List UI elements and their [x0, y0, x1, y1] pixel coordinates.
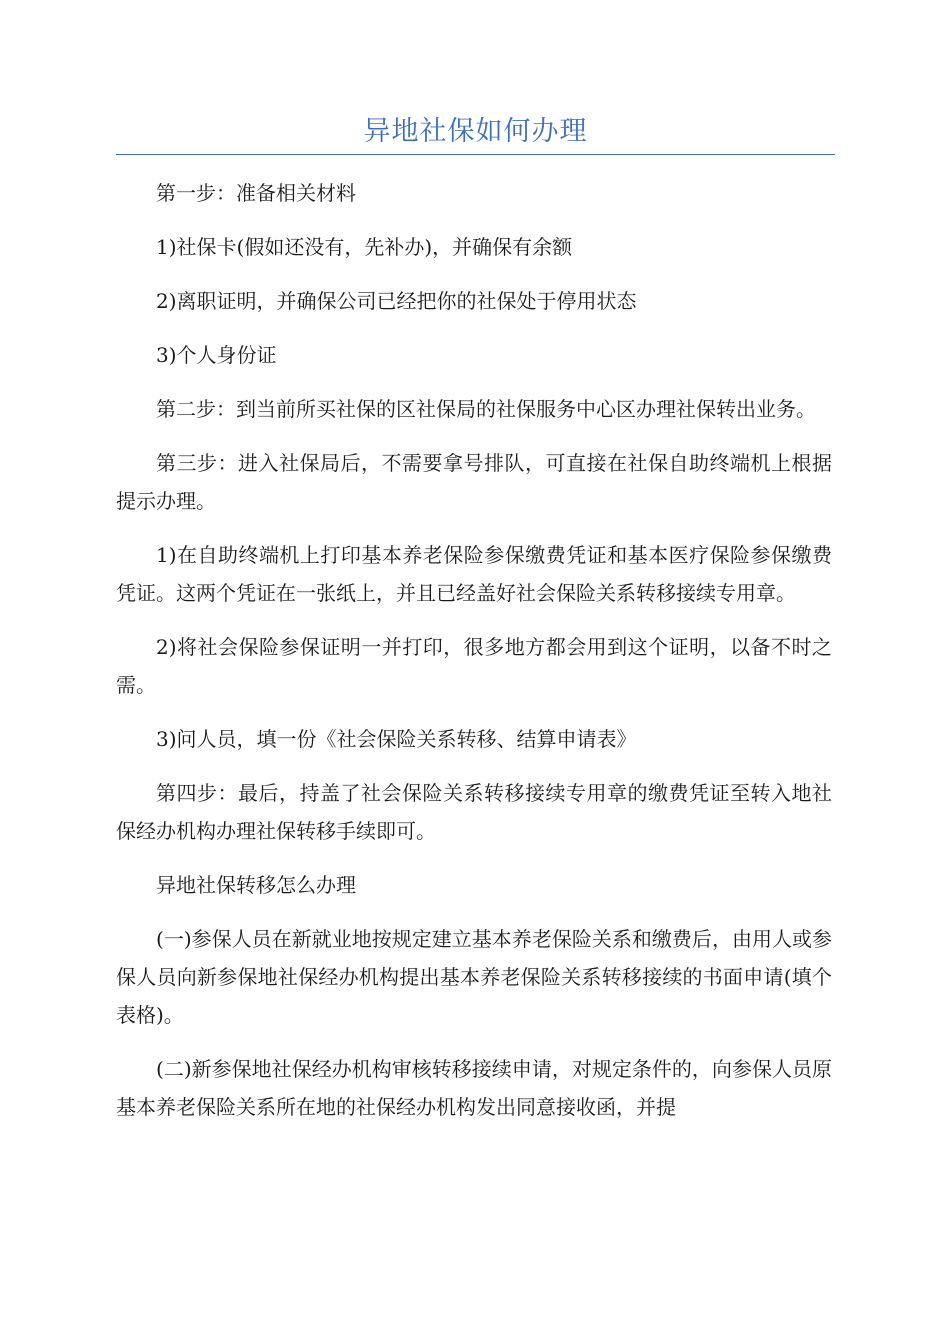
paragraph: 第四步：最后，持盖了社会保险关系转移接续专用章的缴费凭证至转入地社保经办机构办理社保转移手续即可。 [116, 781, 832, 843]
paragraph: 1)社保卡(假如还没有，先补办)，并确保有余额 [156, 235, 573, 259]
paragraph: 第三步：进入社保局后，不需要拿号排队，可直接在社保自助终端机上根据提示办理。 [116, 451, 832, 513]
paragraph: (一)参保人员在新就业地按规定建立基本养老保险关系和缴费后，由用人或参保人员向新参保地社保经办机构提出基本养老保险关系转移接续的书面申请(填个表格)。 [116, 927, 832, 1027]
paragraph: (二)新参保地社保经办机构审核转移接续申请，对规定条件的，向参保人员原基本养老保险关系所在地的社保经办机构发出同意接收函，并提 [116, 1057, 832, 1119]
paragraph: 2)将社会保险参保证明一并打印，很多地方都会用到这个证明，以备不时之需。 [116, 635, 832, 697]
document-body [116, 174, 832, 1142]
paragraph: 1)在自助终端机上打印基本养老保险参保缴费凭证和基本医疗保险参保缴费凭证。这两个凭证在一张纸上，并且已经盖好社会保险关系转移接续专用章。 [116, 543, 832, 605]
paragraph: 异地社保转移怎么办理 [156, 873, 356, 897]
paragraph: 3)个人身份证 [156, 343, 277, 367]
paragraph: 2)离职证明，并确保公司已经把你的社保处于停用状态 [156, 289, 637, 313]
document-title: 异地社保如何办理 [363, 116, 588, 147]
paragraph: 第一步：准备相关材料 [156, 181, 356, 205]
paragraph: 3)问人员，填一份《社会保险关系转移、结算申请表》 [156, 727, 637, 751]
title-underline [116, 154, 835, 155]
paragraph: 第二步：到当前所买社保的区社保局的社保服务中心区办理社保转出业务。 [156, 397, 816, 421]
